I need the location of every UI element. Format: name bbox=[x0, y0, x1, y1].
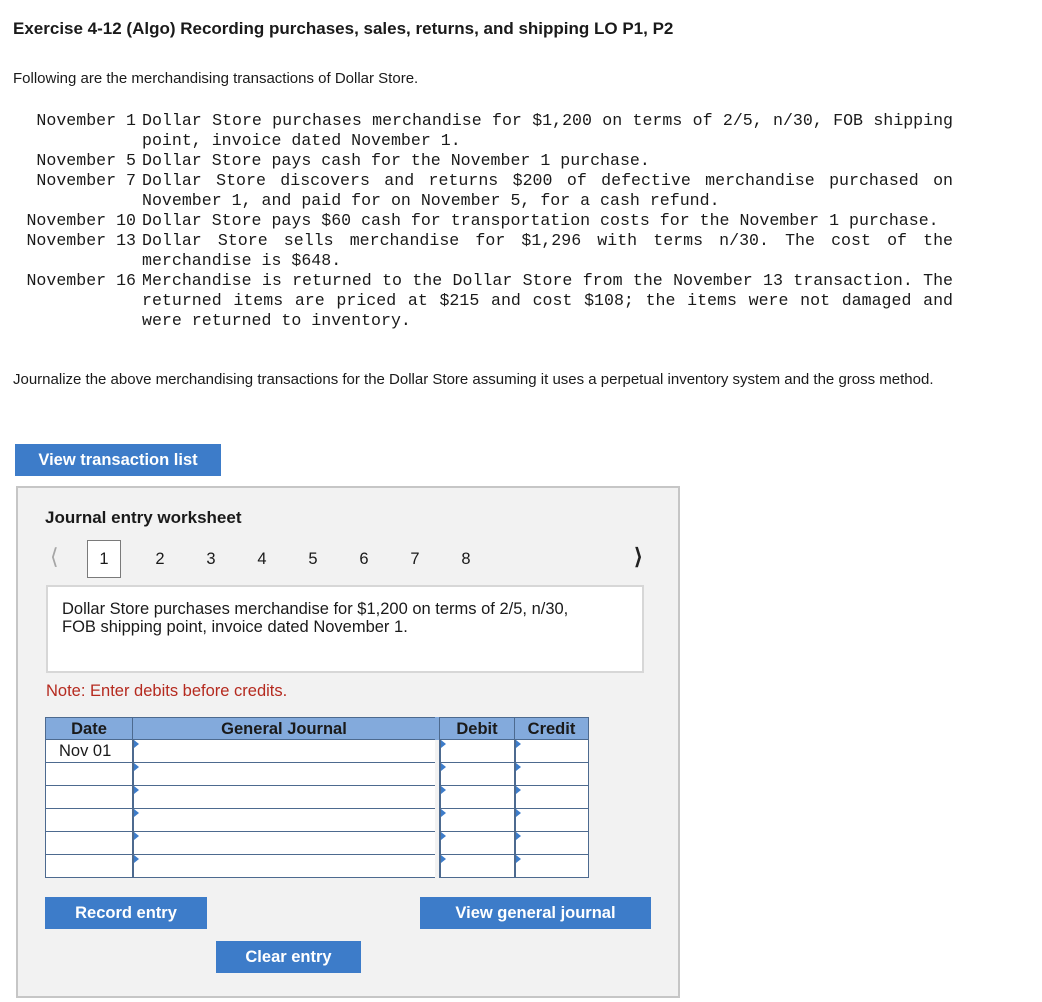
view-transaction-list-button[interactable]: View transaction list bbox=[15, 444, 221, 476]
date-column-header: Date bbox=[45, 717, 132, 740]
instructions-text: Journalize the above merchandising transactions for the Dollar Store assuming it uses a perpetual inventory system and the gross method. bbox=[13, 371, 934, 388]
page-tab-3[interactable]: 3 bbox=[206, 549, 216, 568]
account-input[interactable] bbox=[132, 763, 435, 786]
account-input[interactable] bbox=[132, 809, 435, 832]
debit-input[interactable] bbox=[439, 786, 514, 809]
account-input[interactable] bbox=[132, 832, 435, 855]
transaction-date: November 13 bbox=[26, 231, 136, 250]
view-general-journal-button[interactable]: View general journal bbox=[420, 897, 651, 929]
debit-column-header: Debit bbox=[439, 717, 514, 740]
date-cell bbox=[45, 855, 132, 878]
chevron-right-icon[interactable]: ⟩ bbox=[634, 544, 643, 569]
transaction-text: Dollar Store sells merchandise for $1,296 with terms n/30. The cost of the merchandise is $648. bbox=[142, 231, 953, 270]
record-entry-button[interactable]: Record entry bbox=[45, 897, 207, 929]
clear-entry-button[interactable]: Clear entry bbox=[216, 941, 361, 973]
credit-input[interactable] bbox=[514, 832, 589, 855]
account-input[interactable] bbox=[132, 786, 435, 809]
credit-input[interactable] bbox=[514, 763, 589, 786]
credit-input[interactable] bbox=[514, 855, 589, 878]
date-cell bbox=[45, 832, 132, 855]
transaction-list bbox=[0, 111, 960, 331]
page-tab-7[interactable]: 7 bbox=[410, 549, 420, 568]
worksheet-title: Journal entry worksheet bbox=[45, 508, 242, 527]
intro-text: Following are the merchandising transactions of Dollar Store. bbox=[13, 70, 419, 87]
chevron-left-icon[interactable]: ⟨ bbox=[50, 544, 59, 569]
debit-input[interactable] bbox=[439, 740, 514, 763]
transaction-row bbox=[0, 271, 960, 331]
credit-input[interactable] bbox=[514, 786, 589, 809]
table-row bbox=[45, 740, 589, 763]
transaction-text: Dollar Store discovers and returns $200 of defective merchandise purchased on November 1, and paid for on November 5, for a cash refund. bbox=[142, 171, 953, 210]
table-row bbox=[45, 809, 589, 832]
transaction-date: November 5 bbox=[36, 151, 136, 170]
exercise-title: Exercise 4-12 (Algo) Recording purchases, sales, returns, and shipping LO P1, P2 bbox=[13, 19, 674, 38]
debit-input[interactable] bbox=[439, 809, 514, 832]
transaction-date: November 10 bbox=[26, 211, 136, 230]
transaction-row bbox=[0, 211, 960, 231]
debit-input[interactable] bbox=[439, 832, 514, 855]
transaction-description-text: Dollar Store purchases merchandise for $1,200 on terms of 2/5, n/30, FOB shipping point, invoice dated November 1. bbox=[62, 600, 569, 636]
transaction-text: Dollar Store pays $60 cash for transportation costs for the November 1 purchase. bbox=[142, 211, 939, 230]
credit-column-header: Credit bbox=[514, 717, 589, 740]
page-tab-4[interactable]: 4 bbox=[257, 549, 267, 568]
journal-table bbox=[45, 717, 589, 878]
general-journal-column-header: General Journal bbox=[132, 717, 435, 740]
transaction-date: November 16 bbox=[26, 271, 136, 290]
table-row bbox=[45, 832, 589, 855]
date-cell bbox=[45, 786, 132, 809]
transaction-row bbox=[0, 231, 960, 271]
page-tab-5[interactable]: 5 bbox=[308, 549, 318, 568]
transaction-description bbox=[46, 585, 644, 673]
page-tab-8[interactable]: 8 bbox=[461, 549, 471, 568]
transaction-row bbox=[0, 111, 960, 151]
transaction-row bbox=[0, 151, 960, 171]
journal-header-row bbox=[45, 717, 589, 740]
credit-input[interactable] bbox=[514, 809, 589, 832]
transaction-text: Dollar Store pays cash for the November 1 purchase. bbox=[142, 151, 650, 170]
transaction-text: Dollar Store purchases merchandise for $1,200 on terms of 2/5, n/30, FOB shipping point, invoice dated November 1. bbox=[142, 111, 953, 150]
table-row bbox=[45, 763, 589, 786]
date-cell bbox=[45, 763, 132, 786]
page-tab-1[interactable]: 1 bbox=[87, 540, 121, 578]
table-row bbox=[45, 855, 589, 878]
account-input[interactable] bbox=[132, 855, 435, 878]
page-tab-2[interactable]: 2 bbox=[155, 549, 165, 568]
transaction-row bbox=[0, 171, 960, 211]
table-row bbox=[45, 786, 589, 809]
entry-note: Note: Enter debits before credits. bbox=[46, 682, 288, 700]
account-input[interactable] bbox=[132, 740, 435, 763]
date-cell: Nov 01 bbox=[45, 740, 132, 763]
transaction-date: November 1 bbox=[36, 111, 136, 130]
credit-input[interactable] bbox=[514, 740, 589, 763]
debit-input[interactable] bbox=[439, 855, 514, 878]
transaction-date: November 7 bbox=[36, 171, 136, 190]
date-cell bbox=[45, 809, 132, 832]
page-tab-6[interactable]: 6 bbox=[359, 549, 369, 568]
transaction-text: Merchandise is returned to the Dollar Store from the November 13 transaction. The returned items are priced at $215 and cost $108; the items were not damaged and were returned to inventory. bbox=[142, 271, 953, 330]
entry-pager bbox=[18, 538, 678, 582]
debit-input[interactable] bbox=[439, 763, 514, 786]
